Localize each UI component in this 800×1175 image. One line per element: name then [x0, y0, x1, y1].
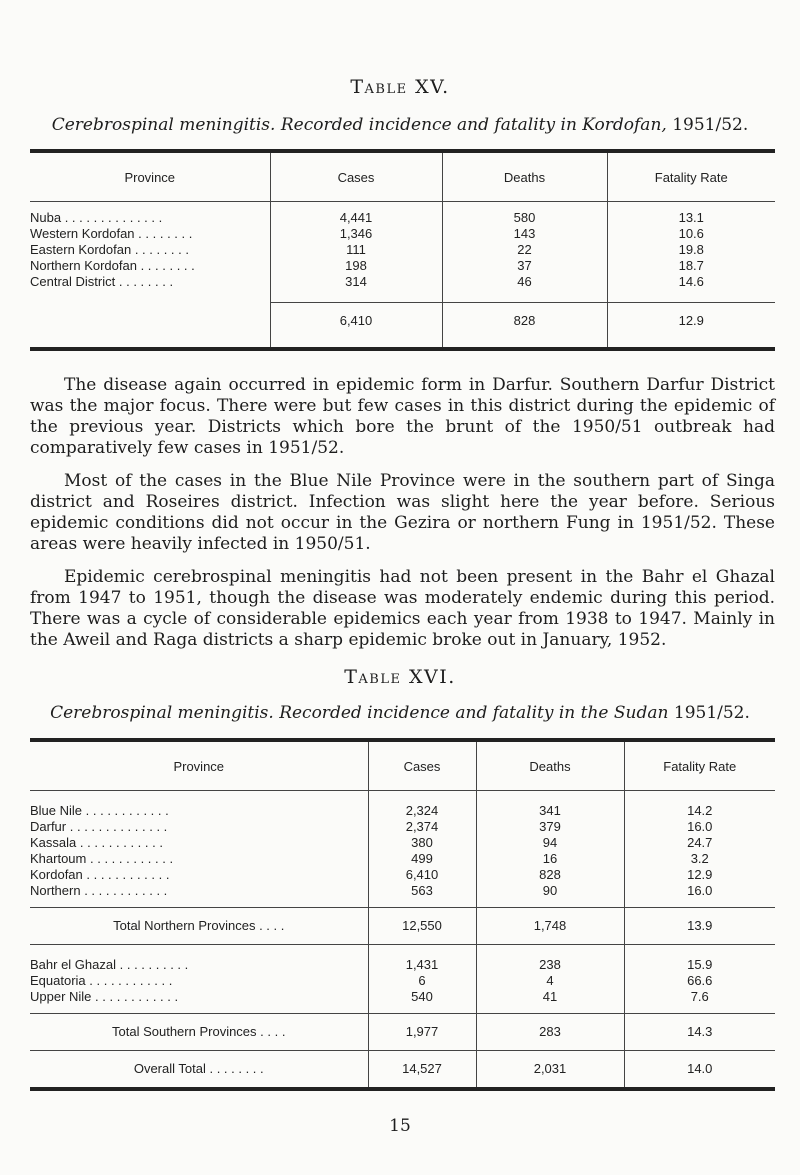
- province-cell: Kassala . . . . . . . . . . . .: [30, 835, 163, 850]
- header-fatality-rate: Fatality Rate: [624, 740, 775, 791]
- table-row: [30, 851, 775, 867]
- header-cases: Cases: [368, 740, 476, 791]
- table-16-title: Table XVI.: [344, 666, 456, 688]
- northern-total-row: [30, 908, 775, 945]
- table-15-caption-year: 1951/52.: [672, 115, 749, 135]
- northern-total-cases: 12,550: [368, 908, 476, 945]
- northern-total-rate: 13.9: [624, 908, 775, 945]
- province-cell: Upper Nile . . . . . . . . . . . .: [30, 989, 179, 1004]
- province-cell: Central District . . . . . . . .: [30, 274, 174, 289]
- cases-cell: 2,374: [368, 819, 476, 835]
- rate-cell: 15.9: [624, 957, 775, 973]
- rate-cell: 16.0: [624, 819, 775, 835]
- table-15-header-row: [30, 151, 775, 202]
- southern-total-rate: 14.3: [624, 1014, 775, 1051]
- province-cell: Bahr el Ghazal . . . . . . . . . .: [30, 957, 189, 972]
- header-cases: Cases: [270, 151, 442, 202]
- deaths-cell: 341: [476, 803, 624, 819]
- southern-total-cases: 1,977: [368, 1014, 476, 1051]
- cases-cell: 499: [368, 851, 476, 867]
- province-cell: Darfur . . . . . . . . . . . . . .: [30, 819, 168, 834]
- rate-cell: 7.6: [624, 989, 775, 1005]
- total-deaths: 828: [442, 303, 607, 340]
- header-deaths: Deaths: [442, 151, 607, 202]
- province-cell: Blue Nile . . . . . . . . . . . .: [30, 803, 169, 818]
- deaths-cell: 4: [476, 973, 624, 989]
- cases-cell: 1,431: [368, 957, 476, 973]
- table-row: [30, 274, 775, 290]
- cases-cell: 4,441: [270, 210, 442, 226]
- overall-total-label: Overall Total . . . . . . . .: [30, 1051, 368, 1090]
- overall-total-row: [30, 1051, 775, 1090]
- southern-total-row: [30, 1014, 775, 1051]
- southern-total-label: Total Southern Provinces . . . .: [30, 1014, 368, 1051]
- table-15-caption-text: Cerebrospinal meningitis. Recorded incidence and fatality in Kordofan,: [51, 115, 667, 135]
- table-row: [30, 803, 775, 819]
- rate-cell: 3.2: [624, 851, 775, 867]
- page-number: 15: [389, 1116, 411, 1136]
- table-16: [30, 738, 775, 1091]
- deaths-cell: 41: [476, 989, 624, 1005]
- table-15: [30, 149, 775, 351]
- cases-cell: 380: [368, 835, 476, 851]
- overall-total-deaths: 2,031: [476, 1051, 624, 1090]
- province-cell: Kordofan . . . . . . . . . . . .: [30, 867, 170, 882]
- table-row: [30, 258, 775, 274]
- table-row: [30, 242, 775, 258]
- table-row: [30, 819, 775, 835]
- rate-cell: 18.7: [607, 258, 775, 274]
- province-cell: Western Kordofan . . . . . . . .: [30, 226, 193, 241]
- deaths-cell: 828: [476, 867, 624, 883]
- table-16-caption: [0, 703, 800, 723]
- deaths-cell: 16: [476, 851, 624, 867]
- province-cell: Northern . . . . . . . . . . . .: [30, 883, 168, 898]
- table-16-caption-year: 1951/52.: [673, 703, 750, 723]
- cases-cell: 111: [270, 242, 442, 258]
- cases-cell: 1,346: [270, 226, 442, 242]
- overall-total-cases: 14,527: [368, 1051, 476, 1090]
- deaths-cell: 238: [476, 957, 624, 973]
- province-cell: Northern Kordofan . . . . . . . .: [30, 258, 195, 273]
- rate-cell: 14.2: [624, 803, 775, 819]
- deaths-cell: 143: [442, 226, 607, 242]
- cases-cell: 6,410: [368, 867, 476, 883]
- rate-cell: 13.1: [607, 210, 775, 226]
- total-rate: 12.9: [607, 303, 775, 340]
- rate-cell: 16.0: [624, 883, 775, 899]
- cases-cell: 198: [270, 258, 442, 274]
- table-row: [30, 989, 775, 1005]
- northern-total-label: Total Northern Provinces . . . .: [30, 908, 368, 945]
- province-cell: Nuba . . . . . . . . . . . . . .: [30, 210, 163, 225]
- deaths-cell: 22: [442, 242, 607, 258]
- paragraph-2: Most of the cases in the Blue Nile Province were in the southern part of Singa district and Roseires district. Infection was slight here the year before. Serious epidemic conditions did not occur in the Gezira or northern Fung in 1951/52. These areas were heavily infected in 1950/51.: [30, 471, 775, 554]
- table-row: [30, 973, 775, 989]
- deaths-cell: 379: [476, 819, 624, 835]
- table-row: [30, 210, 775, 226]
- overall-total-rate: 14.0: [624, 1051, 775, 1090]
- header-province: Province: [30, 151, 270, 202]
- paragraph-1: The disease again occurred in epidemic form in Darfur. Southern Darfur District was the major focus. There were but few cases in this district during the epidemic of the previous year. Districts which bore the brunt of the 1950/51 outbreak had comparatively few cases in 1951/52.: [30, 375, 775, 458]
- rate-cell: 12.9: [624, 867, 775, 883]
- deaths-cell: 37: [442, 258, 607, 274]
- header-fatality-rate: Fatality Rate: [607, 151, 775, 202]
- deaths-cell: 94: [476, 835, 624, 851]
- cases-cell: 2,324: [368, 803, 476, 819]
- table-row: [30, 883, 775, 899]
- table-row: [30, 835, 775, 851]
- province-cell: Eastern Kordofan . . . . . . . .: [30, 242, 189, 257]
- table-16-caption-text: Cerebrospinal meningitis. Recorded incidence and fatality in the Sudan: [50, 703, 669, 723]
- table-15-caption: [0, 115, 800, 135]
- cases-cell: 540: [368, 989, 476, 1005]
- table-15-title: Table XV.: [350, 76, 450, 98]
- cases-cell: 314: [270, 274, 442, 290]
- cases-cell: 6: [368, 973, 476, 989]
- deaths-cell: 90: [476, 883, 624, 899]
- header-province: Province: [30, 740, 368, 791]
- table-row: [30, 867, 775, 883]
- deaths-cell: 46: [442, 274, 607, 290]
- paragraph-3: Epidemic cerebrospinal meningitis had not been present in the Bahr el Ghazal from 1947 to 1951, though the disease was moderately endemic during this period. There was a cycle of considerable epidemics each year from 1938 to 1947. Mainly in the Aweil and Raga districts a sharp epidemic broke out in January, 1952.: [30, 567, 775, 650]
- table-row: [30, 957, 775, 973]
- rate-cell: 14.6: [607, 274, 775, 290]
- table-15-total-row: [30, 303, 775, 340]
- table-row: [30, 226, 775, 242]
- deaths-cell: 580: [442, 210, 607, 226]
- rate-cell: 10.6: [607, 226, 775, 242]
- northern-total-deaths: 1,748: [476, 908, 624, 945]
- cases-cell: 563: [368, 883, 476, 899]
- province-cell: Khartoum . . . . . . . . . . . .: [30, 851, 174, 866]
- rate-cell: 66.6: [624, 973, 775, 989]
- province-cell: Equatoria . . . . . . . . . . . .: [30, 973, 173, 988]
- total-cases: 6,410: [270, 303, 442, 340]
- rate-cell: 19.8: [607, 242, 775, 258]
- rate-cell: 24.7: [624, 835, 775, 851]
- table-16-header-row: [30, 740, 775, 791]
- southern-total-deaths: 283: [476, 1014, 624, 1051]
- header-deaths: Deaths: [476, 740, 624, 791]
